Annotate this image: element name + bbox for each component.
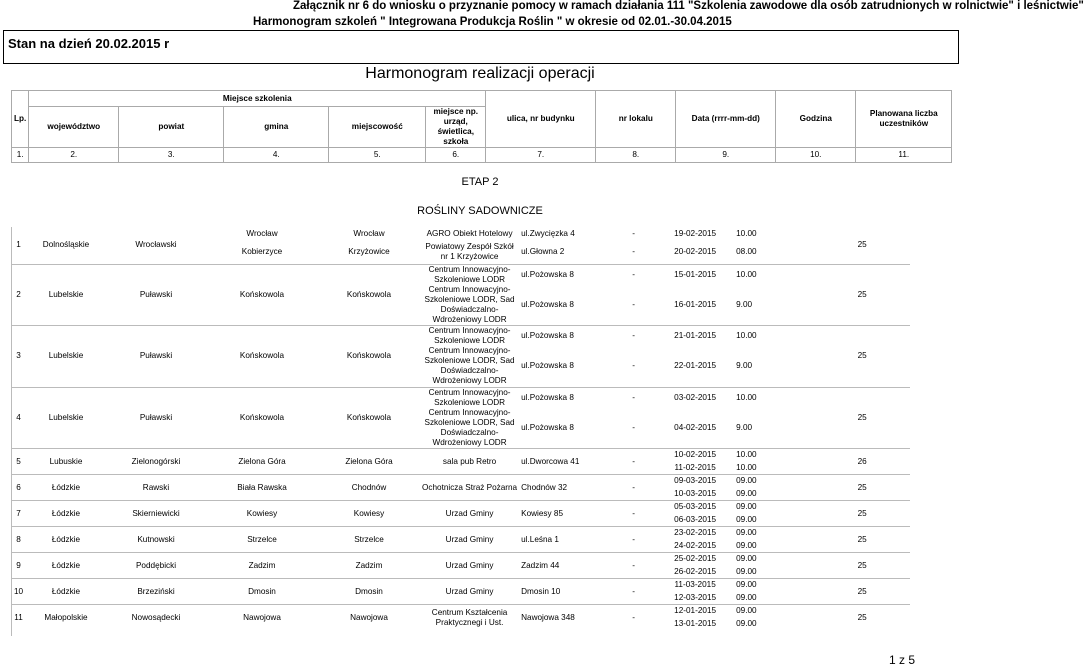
- schedule-heading: Harmonogram szkoleń " Integrowana Produkcja Roślin " w okresie od 02.01.-30.04.2015: [253, 16, 732, 28]
- cell-gmina: Końskowola: [206, 326, 318, 388]
- cell-gmina: Dmosin: [206, 579, 318, 605]
- cell-nr: -: [611, 605, 656, 631]
- col-number: 9.: [676, 148, 776, 163]
- cell-data: 12-01-2015: [656, 605, 734, 618]
- cell-count: 25: [857, 240, 867, 250]
- cell-count: 25: [814, 605, 910, 631]
- cell-count: 25: [814, 475, 910, 501]
- table-row: [11, 387, 910, 408]
- cell-gmina: Kowiesy: [206, 501, 318, 527]
- cell-ulica: ul.Pożowska 8: [521, 299, 574, 309]
- cell-godz: 09.00: [734, 501, 814, 514]
- col-number: 1.: [12, 148, 29, 163]
- cell-godz: 09.00: [736, 540, 757, 550]
- cell-miejscowosc: Końskowola: [318, 326, 420, 388]
- cell-miejscowosc: Końskowola: [318, 387, 420, 449]
- cell-miejsce: AGRO Obiekt Hotelowy: [426, 228, 513, 238]
- cell-woj: Lubelskie: [26, 264, 106, 326]
- col-lp: Lp.: [12, 91, 29, 148]
- section-label: ROŚLINY SADOWNICZE: [417, 205, 543, 217]
- cell-miejscowosc: Dmosin: [318, 579, 420, 605]
- cell-data: 06-03-2015: [674, 514, 717, 524]
- col-powiat: powiat: [119, 107, 224, 148]
- cell-godz: 9.00: [736, 299, 753, 309]
- col-number: 4.: [224, 148, 329, 163]
- col-gmina: gmina: [224, 107, 329, 148]
- cell-godz: 09.00: [734, 527, 814, 540]
- cell-lp: 6: [11, 475, 26, 501]
- col-miejsce: miejsce np. urząd, świetlica, szkoła: [426, 107, 486, 148]
- col-godzina: Godzina: [776, 91, 856, 148]
- cell-nr: -: [611, 579, 656, 605]
- cell-woj: Łódzkie: [26, 501, 106, 527]
- cell-gmina: Zielona Góra: [206, 449, 318, 475]
- cell-lp: 3: [11, 326, 26, 388]
- cell-gmina: Końskowola: [206, 264, 318, 326]
- cell-ulica: Kowiesy 85: [519, 501, 611, 527]
- cell-lp: 11: [11, 605, 26, 631]
- col-number: 3.: [119, 148, 224, 163]
- cell-miejscowosc: Zadzim: [318, 553, 420, 579]
- cell-miejscowosc: Strzelce: [318, 527, 420, 553]
- cell-data: 05-03-2015: [656, 501, 734, 514]
- cell-godz: 09.00: [734, 475, 814, 488]
- cell-pow: Nowosądecki: [106, 605, 206, 631]
- page-number: 1 z 5: [888, 653, 915, 667]
- cell-nr: -: [611, 527, 656, 553]
- cell-data: 21-01-2015: [656, 326, 734, 347]
- col-wojewodztwo: województwo: [29, 107, 119, 148]
- cell-godz: 09.00: [736, 514, 757, 524]
- col-data: Data (rrrr-mm-dd): [676, 91, 776, 148]
- page-title: Harmonogram realizacji operacji: [365, 65, 595, 82]
- cell-data: 10-02-2015: [656, 449, 734, 462]
- cell-count: 25: [814, 326, 910, 388]
- cell-woj: Łódzkie: [26, 475, 106, 501]
- cell-gmina: Zadzim: [206, 553, 318, 579]
- cell-nr: -: [632, 422, 635, 432]
- header-table: [11, 90, 952, 163]
- cell-miejsce: Urzad Gminy: [420, 527, 519, 553]
- col-number: 7.: [486, 148, 596, 163]
- cell-miejscowosc: Kowiesy: [318, 501, 420, 527]
- cell-data: 25-02-2015: [656, 553, 734, 566]
- cell-miejsce: Centrum Innowacyjno-Szkoleniowe LODR: [420, 264, 519, 285]
- cell-data: 04-02-2015: [674, 422, 717, 432]
- cell-miejsce: Centrum Kształcenia Praktycznegi i Ust.: [420, 605, 519, 631]
- cell-data: 11-02-2015: [674, 462, 716, 472]
- cell-pow: Zielonogórski: [106, 449, 206, 475]
- cell-ulica: Dmosin 10: [519, 579, 611, 605]
- cell-ulica: Chodnów 32: [519, 475, 611, 501]
- cell-woj: Małopolskie: [26, 605, 106, 631]
- cell-pow: Wrocławski: [135, 240, 177, 250]
- cell-woj: Lubelskie: [26, 387, 106, 449]
- cell-godz: 9.00: [736, 422, 753, 432]
- cell-nr: -: [611, 264, 656, 285]
- cell-ulica: ul.Dworcowa 41: [519, 449, 611, 475]
- cell-nr: -: [632, 246, 635, 256]
- col-number: 11.: [856, 148, 952, 163]
- cell-gmina: Końskowola: [206, 387, 318, 449]
- table-row: [11, 501, 910, 514]
- status-date: Stan na dzień 20.02.2015 r: [8, 36, 170, 51]
- cell-miejscowosc: Wrocław: [353, 228, 385, 238]
- col-miejsce-group: Miejsce szkolenia: [29, 91, 486, 107]
- cell-miejsce: Centrum Innowacyjno-Szkoleniowe LODR: [420, 326, 519, 347]
- cell-godz: 9.00: [736, 361, 753, 371]
- cell-data: 24-02-2015: [674, 540, 717, 550]
- cell-miejsce: Urzad Gminy: [420, 501, 519, 527]
- cell-data: 15-01-2015: [656, 264, 734, 285]
- cell-miejsce: Powiatowy Zespół Szkół nr 1 Krzyżowice: [425, 241, 514, 261]
- table-row: [11, 264, 910, 285]
- cell-pow: Poddębicki: [106, 553, 206, 579]
- col-miejscowosc: miejscowość: [329, 107, 426, 148]
- table-row: [11, 227, 910, 240]
- cell-lp: 5: [11, 449, 26, 475]
- cell-data: 16-01-2015: [674, 299, 717, 309]
- table-row: [11, 527, 910, 540]
- cell-gmina: Wrocław: [246, 228, 278, 238]
- cell-lp: 10: [11, 579, 26, 605]
- cell-godz: 08.00: [736, 246, 757, 256]
- cell-pow: Brzeziński: [106, 579, 206, 605]
- cell-ulica: ul.Pożowska 8: [519, 326, 611, 347]
- col-number: 5.: [329, 148, 426, 163]
- cell-data: 26-02-2015: [674, 566, 717, 576]
- table-row: [11, 579, 910, 592]
- cell-data: 11-03-2015: [656, 579, 734, 592]
- cell-data: 03-02-2015: [656, 387, 734, 408]
- cell-data: 20-02-2015: [674, 246, 717, 256]
- col-ulica: ulica, nr budynku: [486, 91, 596, 148]
- cell-lp: 9: [11, 553, 26, 579]
- cell-lp: 7: [11, 501, 26, 527]
- col-nr-lokalu: nr lokalu: [596, 91, 676, 148]
- cell-data: 19-02-2015: [674, 228, 717, 238]
- cell-nr: -: [611, 475, 656, 501]
- cell-count: 26: [814, 449, 910, 475]
- cell-gmina: Kobierzyce: [241, 246, 283, 256]
- cell-woj: Lubuskie: [26, 449, 106, 475]
- cell-godz: 09.00: [736, 619, 757, 628]
- cell-godz: 09.00: [736, 592, 757, 602]
- cell-miejscowosc: Nawojowa: [318, 605, 420, 631]
- col-number: 6.: [426, 148, 486, 163]
- cell-data: 22-01-2015: [674, 361, 717, 371]
- cell-lp: 1: [16, 240, 21, 250]
- table-row: [11, 553, 910, 566]
- cell-pow: Kutnowski: [106, 527, 206, 553]
- cell-count: 25: [814, 527, 910, 553]
- cell-godz: 10.00: [734, 449, 814, 462]
- cell-count: 25: [814, 579, 910, 605]
- table-row: [11, 326, 910, 347]
- cell-woj: Lubelskie: [26, 326, 106, 388]
- schedule-table: [11, 227, 910, 631]
- cell-ulica: Nawojowa 348: [519, 605, 611, 631]
- cell-nr: -: [611, 449, 656, 475]
- cell-ulica: ul.Pożowska 8: [521, 422, 574, 432]
- table-row: [11, 475, 910, 488]
- cell-miejsce: sala pub Retro: [420, 449, 519, 475]
- cell-nr: -: [632, 299, 635, 309]
- cell-data: 09-03-2015: [656, 475, 734, 488]
- cell-godz: 10.00: [734, 326, 814, 347]
- stage-label: ETAP 2: [461, 176, 499, 188]
- cell-godz: 09.00: [734, 553, 814, 566]
- col-number: 2.: [29, 148, 119, 163]
- cell-godz: 09.00: [736, 566, 757, 576]
- cell-woj: Łódzkie: [26, 527, 106, 553]
- cell-count: 25: [814, 264, 910, 326]
- cell-miejsce: Centrum Innowacyjno-Szkoleniowe LODR, Sad Doświadczalno-Wdrożeniowy LODR: [424, 284, 515, 324]
- cell-nr: -: [611, 326, 656, 347]
- cell-godz: 10.00: [736, 228, 757, 238]
- cell-data: 12-03-2015: [674, 592, 717, 602]
- cell-nr: -: [611, 387, 656, 408]
- cell-gmina: Strzelce: [206, 527, 318, 553]
- cell-ulica: ul.Pożowska 8: [519, 264, 611, 285]
- cell-woj: Dolnośląskie: [42, 240, 90, 250]
- cell-count: 25: [814, 387, 910, 449]
- cell-pow: Rawski: [106, 475, 206, 501]
- cell-miejsce: Urzad Gminy: [420, 553, 519, 579]
- cell-data: 13-01-2015: [674, 619, 717, 628]
- cell-pow: Puławski: [106, 387, 206, 449]
- cell-gmina: Nawojowa: [206, 605, 318, 631]
- col-liczba: Planowana liczba uczestników: [856, 91, 952, 148]
- cell-lp: 8: [11, 527, 26, 553]
- cell-nr: -: [632, 361, 635, 371]
- col-number: 8.: [596, 148, 676, 163]
- cell-miejsce: Centrum Innowacyjno-Szkoleniowe LODR, Sad Doświadczalno-Wdrożeniowy LODR: [424, 407, 515, 447]
- cell-godz: 09.00: [736, 488, 757, 498]
- cell-nr: -: [632, 228, 635, 238]
- cell-ulica: ul.Głowna 2: [521, 246, 565, 256]
- cell-lp: 4: [11, 387, 26, 449]
- cell-miejscowosc: Końskowola: [318, 264, 420, 326]
- cell-nr: -: [611, 553, 656, 579]
- cell-woj: Łódzkie: [26, 553, 106, 579]
- cell-miejsce: Ochotnicza Straż Pożarna: [420, 475, 519, 501]
- cell-count: 25: [814, 501, 910, 527]
- cell-godz: 09.00: [734, 579, 814, 592]
- table-row: [11, 449, 910, 462]
- cell-lp: 2: [11, 264, 26, 326]
- table-row: [11, 605, 910, 618]
- cell-miejscowosc: Zielona Góra: [318, 449, 420, 475]
- cell-miejsce: Centrum Innowacyjno-Szkoleniowe LODR, Sad Doświadczalno-Wdrożeniowy LODR: [424, 346, 515, 386]
- col-number: 10.: [776, 148, 856, 163]
- cell-data: 23-02-2015: [656, 527, 734, 540]
- cell-ulica: ul.Pożowska 8: [521, 361, 574, 371]
- cell-ulica: ul.Leśna 1: [519, 527, 611, 553]
- cell-pow: Puławski: [106, 326, 206, 388]
- cell-godz: 10.00: [736, 462, 757, 472]
- cell-count: 25: [814, 553, 910, 579]
- cell-miejsce: Urzad Gminy: [420, 579, 519, 605]
- cell-ulica: ul.Zwycięzka 4: [521, 228, 575, 238]
- cell-data: 10-03-2015: [674, 488, 717, 498]
- cell-godz: 10.00: [734, 264, 814, 285]
- cell-pow: Skierniewicki: [106, 501, 206, 527]
- cell-miejscowosc: Chodnów: [318, 475, 420, 501]
- cell-miejsce: Centrum Innowacyjno-Szkoleniowe LODR: [420, 387, 519, 408]
- cell-ulica: ul.Pożowska 8: [519, 387, 611, 408]
- cell-miejscowosc: Krzyżowice: [348, 246, 390, 256]
- cell-godz: 09.00: [734, 605, 814, 618]
- attachment-heading: Załącznik nr 6 do wniosku o przyznanie pomocy w ramach działania 111 "Szkolenia zawodowe dla osób zatrudnionych w rolnictwie" i leśnictwie": [293, 0, 1084, 12]
- cell-nr: -: [611, 501, 656, 527]
- cell-gmina: Biała Rawska: [206, 475, 318, 501]
- cell-godz: 10.00: [734, 387, 814, 408]
- cell-pow: Puławski: [106, 264, 206, 326]
- cell-ulica: Zadzim 44: [519, 553, 611, 579]
- cell-woj: Łódzkie: [26, 579, 106, 605]
